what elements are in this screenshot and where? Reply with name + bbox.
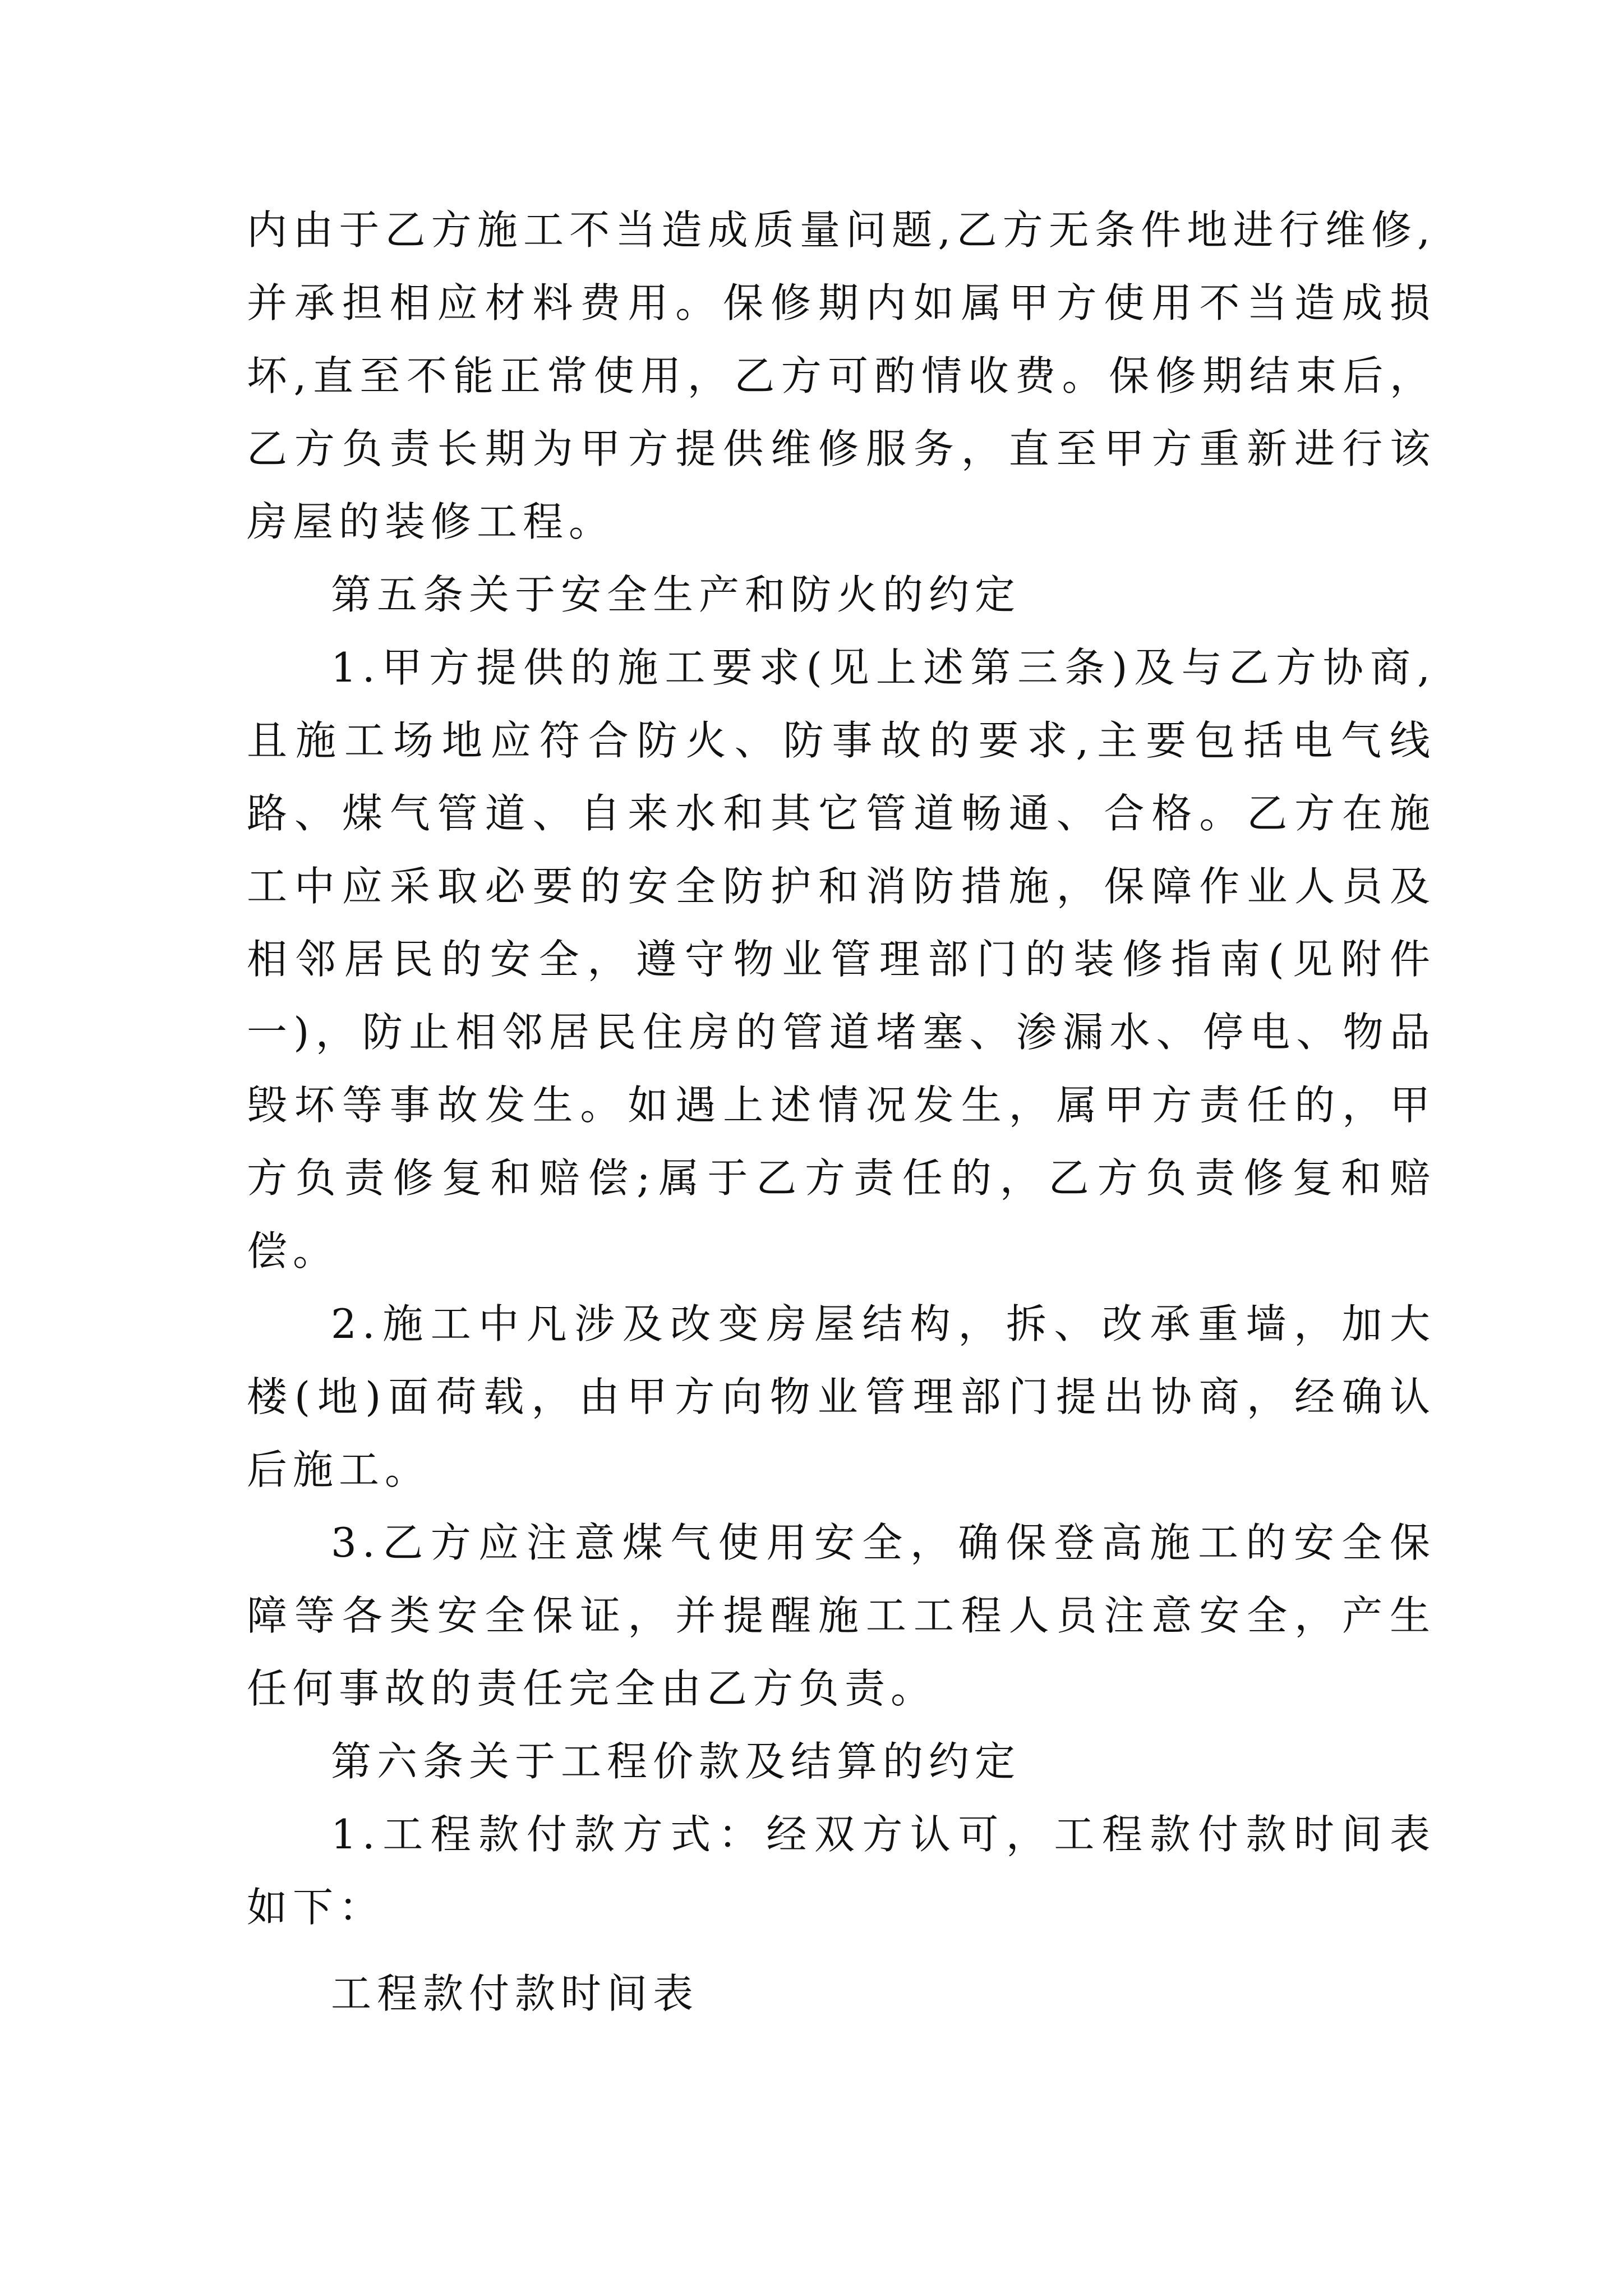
section-heading-article-5: 第五条关于安全生产和防火的约定: [331, 571, 1021, 618]
paragraph-article-6-item-1: 1.工程款付款方式：经双方认可，工程款付款时间表如下：: [247, 1811, 1436, 1931]
document-body: [247, 194, 1436, 2030]
paragraph-continuation: 内由于乙方施工不当造成质量问题,乙方无条件地进行维修,并承担相应材料费用。保修期内如属甲方使用不当造成损坏,直至不能正常使用，乙方可酌情收费。保修期结束后，乙方负责长期为甲方提供维修服务，直至甲方重新进行该房屋的装修工程。: [247, 206, 1436, 545]
section-heading-article-6: 第六条关于工程价款及结算的约定: [331, 1738, 1021, 1785]
paragraph-article-5-item-2: 2.施工中凡涉及改变房屋结构，拆、改承重墙，加大楼(地)面荷载，由甲方向物业管理部门提出协商，经确认后施工。: [247, 1300, 1436, 1493]
table-title: 工程款付款时间表: [331, 1970, 699, 2017]
paragraph-article-5-item-3: 3.乙方应注意煤气使用安全，确保登高施工的安全保障等各类安全保证，并提醒施工工程人员注意安全，产生任何事故的责任完全由乙方负责。: [247, 1519, 1436, 1712]
paragraph-article-5-item-1: 1.甲方提供的施工要求(见上述第三条)及与乙方协商,且施工场地应符合防火、防事故的要求,主要包括电气线路、煤气管道、自来水和其它管道畅通、合格。乙方在施工中应采取必要的安全防护和消防措施，保障作业人员及相邻居民的安全，遵守物业管理部门的装修指南(见附件一)，防止相邻居民住房的管道堵塞、渗漏水、停电、物品毁坏等事故发生。如遇上述情况发生，属甲方责任的，甲方负责修复和赔偿;属于乙方责任的，乙方负责修复和赔偿。: [247, 644, 1436, 1274]
